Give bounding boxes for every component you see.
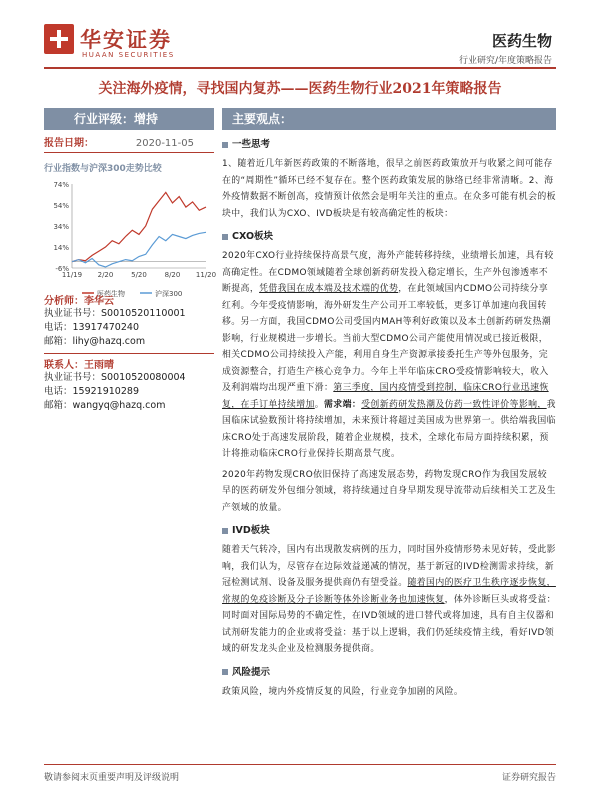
section-heading-text: 风险提示: [232, 666, 271, 678]
y-tick-label: -6%: [55, 265, 69, 273]
section-heading: [222, 138, 556, 152]
chart-caption: 行业指数与沪深300走势比较: [44, 164, 162, 174]
text-run: 第三季度，国内疫情受到控制，临床CRO行业迅速恢复，在手订单持续增加: [222, 383, 549, 410]
text-run: 凭借我国在成本端及技术端的优势: [259, 284, 399, 294]
date-value: 2020-11-05: [135, 138, 194, 149]
x-tick-label: 5/20: [131, 271, 147, 279]
section-heading: [222, 524, 556, 538]
body-paragraph: [222, 156, 556, 222]
body-paragraph: [222, 684, 556, 701]
logo-icon: [44, 24, 74, 54]
x-tick-label: 11/19: [61, 271, 83, 279]
contact-label: 联系人：王雨晴: [44, 360, 114, 371]
text-run: 2020年CXO行业持续保持高景气度，海外产能转移持续，业绩增长加速，具有较高确定性。在CDMO领域随着全球创新药研发投入稳定增长，生产外包渗透率不断提高，: [222, 251, 554, 294]
sections-container: [222, 138, 556, 700]
contact-cert: 执业证书号：S0010520080004: [44, 372, 186, 383]
y-tick-label: 14%: [53, 244, 69, 252]
index-chart-svg: [44, 176, 217, 306]
footer-divider: [44, 764, 556, 765]
square-bullet-icon: [222, 528, 228, 534]
report-domain: 医药生物: [491, 32, 552, 50]
y-tick-label: 54%: [53, 202, 69, 210]
contact-email: 邮箱：wangyq@hazq.com: [44, 400, 166, 411]
analyst-phone: 电话：13917470240: [44, 322, 139, 333]
section-heading-text: IVD板块: [232, 525, 270, 536]
body-paragraph: [222, 248, 556, 463]
text-run: 受创新药研发热潮及仿药一致性评价等影响，: [361, 399, 547, 410]
report-type: 行业研究/年度策略报告: [458, 56, 552, 66]
text-run: 我国临床试验数预计将持续增加，未来预计将超过美国成为世界第一。供给端我国临床CRO处于高速发展阶段，随着企业规模，技术，全球化布局方面持续积累，预计将推动临床CRO行业保持长期高景气度。: [222, 399, 556, 459]
square-bullet-icon: [222, 142, 228, 148]
text-run: ，体外诊断巨头或将受益：同时面对国际局势的不确定性，在IVD领域的进口替代或将加速，具有自主仪器和试剂研发能力的企业或将受益：基于以上逻辑，我们仍延续疫情主线，看好IVD领域的研发龙头企业及检测服务提供商。: [222, 594, 556, 654]
date-label: 报告日期：: [44, 138, 94, 149]
text-run: 政策风险，境内外疫情反复的风险，行业竞争加剧的风险。: [222, 686, 464, 697]
y-tick-label: 34%: [53, 223, 69, 231]
logo-subtitle: HUAAN SECURITIES: [82, 51, 175, 59]
x-tick-label: 2/20: [97, 271, 114, 279]
header-divider: [44, 67, 556, 69]
analyst-email: 邮箱：lihy@hazq.com: [44, 336, 146, 347]
footer-report-label: 证券研究报告: [501, 773, 556, 783]
legend-label: 医药生物: [97, 290, 125, 298]
section-heading-text: CXO板块: [232, 231, 274, 242]
rating-bar: 行业评级：增持: [44, 108, 214, 130]
text-run: 。: [314, 399, 325, 410]
left-sidebar: [44, 108, 217, 306]
y-tick-label: 74%: [53, 181, 69, 189]
main-points-bar: 主要观点：: [222, 108, 556, 130]
analyst-block: [44, 290, 214, 413]
section-heading-text: 一些思考: [232, 139, 271, 150]
footer-disclaimer: 敬请参阅末页重要声明及评级说明: [44, 773, 180, 783]
x-tick-label: 8/20: [164, 271, 181, 279]
body-paragraph: [222, 542, 556, 658]
square-bullet-icon: [222, 669, 228, 675]
text-run: 2020年药物发现CRO依旧保持了高速发展态势，药物发现CRO作为我国发展较早的医药研发外包细分领域，将持续通过自身早期发现导流带动后续相关工艺及生产领域的放量。: [222, 469, 556, 513]
analyst-label: 分析师：李华云: [44, 296, 114, 307]
text-run: 需求端：: [324, 399, 362, 410]
index-chart: [44, 176, 217, 306]
analyst-cert: 执业证书号：S0010520110001: [44, 308, 186, 319]
x-tick-label: 11/20: [195, 271, 217, 279]
main-content: [222, 108, 556, 700]
contact-phone: 电话：15921910289: [44, 386, 139, 397]
legend-label: 沪深300: [155, 290, 183, 298]
section-heading: [222, 230, 556, 244]
page-header: [0, 0, 600, 72]
text-run: 随着国内的医疗卫生秩序逐步恢复，常规的免疫诊断及分子诊断等体外诊断业务也加速恢复: [222, 578, 556, 605]
text-run: ，在此领域国内CDMO公司持续分享红利。今年受疫情影响，海外研发生产公司开工率较低，更多订单加速向我国转移。另一方面，我国CDMO公司受国内MAH等利好政策以及本土创新药研发热潮影响，行业规模进一步增长。当前大型CDMO公司产能使用情况或已接近极限，相关CDMO公司持续投入产能，利用自身生产资源承接委托生产等外包服务，完成资源整合，打造生产核心竞争力。今年上半年临床CRO受疫情影响较大，收入及利润端均出现严重下滑：: [222, 284, 552, 393]
body-paragraph: [222, 467, 556, 517]
analyst-divider: [44, 353, 214, 354]
report-title: 关注海外疫情，寻找国内复苏——医药生物行业2021年策略报告: [98, 81, 502, 97]
section-heading: [222, 666, 556, 680]
series-line-0: [72, 192, 206, 261]
logo-text: 华安证券: [80, 27, 172, 52]
square-bullet-icon: [222, 234, 228, 240]
text-run: 随着天气转冷，国内有出现散发病例的压力，同时国外疫情形势未见好转，受此影响，我们认为，尽管存在边际效益递减的情况，基于新冠的IVD检测需求持续，新冠检测试剂、设备及服务提供商仍有望受益。: [222, 545, 556, 588]
report-date-row: [44, 135, 214, 153]
text-run: 1、随着近几年新医药政策的不断落地，很早之前医药政策放开与收紧之间可能存在的“周期性”循环已经不复存在。整个医药政策发展的脉络已经非常清晰。2、海外疫情数据不断创高，疫情预计依然会是明年关注的重点。在众多可能有机会的板块中，我们认为CXO、IVD板块是有较高确定性的板块：: [222, 159, 556, 219]
